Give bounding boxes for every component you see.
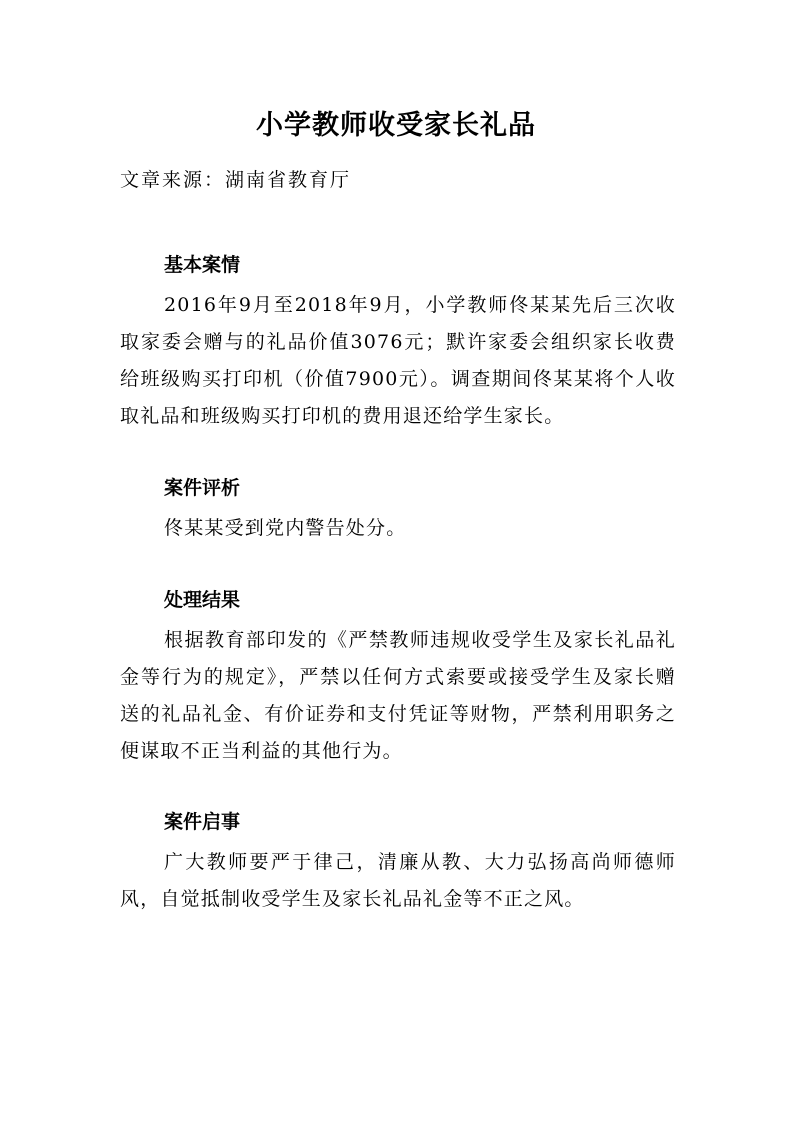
section-basic-facts <box>120 253 676 435</box>
section-body: 广大教师要严于律己，清廉从教、大力弘扬高尚师德师风，自觉抵制收受学生及家长礼品礼金等不正之风。 <box>120 851 676 910</box>
article-source: 文章来源：湖南省教育厅 <box>120 169 352 191</box>
section-heading: 案件启事 <box>164 811 241 833</box>
section-heading: 案件评析 <box>164 477 241 499</box>
section-body: 2016年9月至2018年9月，小学教师佟某某先后三次收取家委会赠与的礼品价值3076元；默许家委会组织家长收费给班级购买打印机（价值7900元）。调查期间佟某某将个人收取礼品和班级购买打印机的费用退还给学生家长。 <box>120 294 676 427</box>
section-body: 佟某某受到党内警告处分。 <box>164 517 407 539</box>
section-case-lesson <box>120 810 676 918</box>
section-handling-result <box>120 588 676 770</box>
document-title: 小学教师收受家长礼品 <box>256 110 536 141</box>
section-heading: 处理结果 <box>164 589 241 611</box>
section-heading: 基本案情 <box>164 254 241 276</box>
section-body: 根据教育部印发的《严禁教师违规收受学生及家长礼品礼金等行为的规定》，严禁以任何方式索要或接受学生及家长赠送的礼品礼金、有价证券和支付凭证等财物，严禁利用职务之便谋取不正当利益的其他行为。 <box>120 629 676 762</box>
section-case-analysis <box>120 476 676 547</box>
